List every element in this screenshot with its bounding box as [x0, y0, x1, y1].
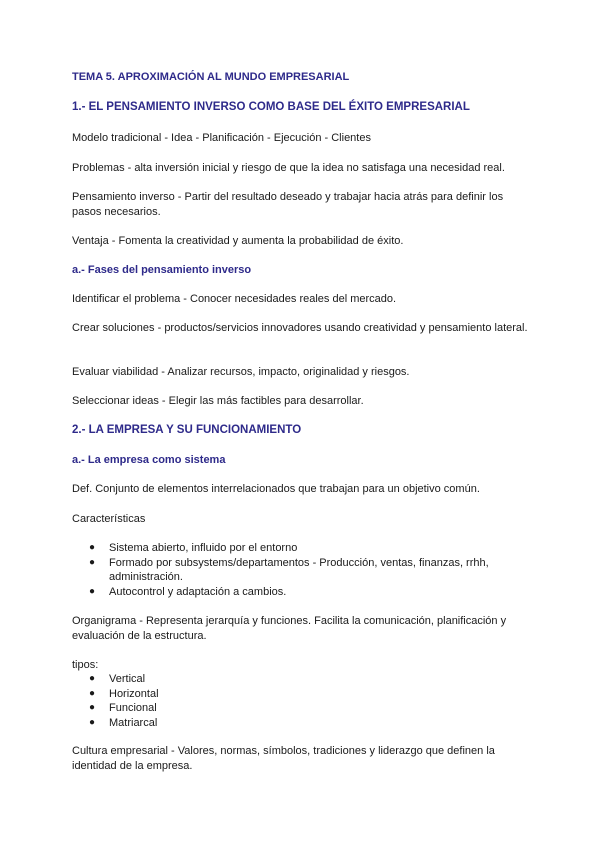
bullet-icon: ● — [89, 687, 96, 699]
tipos-list — [72, 672, 532, 730]
list-item: ● Autocontrol y adaptación a cambios. — [89, 585, 287, 598]
paragraph-definicion: Def. Conjunto de elementos interrelacionados que trabajan para un objetivo común. — [72, 483, 480, 495]
paragraph-cultura: Cultura empresarial - Valores, normas, símbolos, tradiciones y liderazgo que definen la identidad de la empresa. — [72, 745, 495, 772]
bullet-icon: ● — [89, 556, 96, 568]
caracteristicas-list — [72, 541, 532, 599]
paragraph-organigrama: Organigrama - Representa jerarquía y funciones. Facilita la comunicación, planificación y evaluación de la estructura. — [72, 615, 507, 642]
list-item: ● Funcional — [89, 702, 157, 714]
fase-crear: Crear soluciones - productos/servicios innovadores usando creatividad y pensamiento lateral. — [72, 322, 528, 334]
bullet-icon: ● — [89, 673, 96, 684]
list-item: ● Vertical — [89, 673, 146, 685]
section-2-heading: 2.- LA EMPRESA Y SU FUNCIONAMIENTO — [72, 424, 302, 436]
subsection-fases-heading: a.- Fases del pensamiento inverso — [72, 264, 252, 276]
paragraph-modelo: Modelo tradicional - Idea - Planificación - Ejecución - Clientes — [72, 132, 371, 144]
bullet-icon: ● — [89, 542, 96, 553]
fase-identificar: Identificar el problema - Conocer necesidades reales del mercado. — [72, 293, 397, 305]
subsection-sistema-heading: a.- La empresa como sistema — [72, 454, 226, 466]
bullet-icon: ● — [89, 702, 96, 713]
list-item: ● Matriarcal — [89, 716, 158, 729]
tipos-label: tipos: — [72, 659, 99, 671]
caracteristicas-label: Características — [72, 513, 146, 525]
paragraph-ventaja: Ventaja - Fomenta la creatividad y aumenta la probabilidad de éxito. — [72, 235, 404, 247]
fase-evaluar: Evaluar viabilidad - Analizar recursos, impacto, originalidad y riesgos. — [72, 366, 410, 378]
list-item: ● Formado por subsystems/departamentos - Producción, ventas, finanzas, rrhh, administración. — [89, 556, 489, 583]
list-item: ● Sistema abierto, influido por el entorno — [89, 542, 298, 554]
bullet-icon: ● — [89, 716, 96, 728]
fase-seleccionar: Seleccionar ideas - Elegir las más factibles para desarrollar. — [72, 395, 364, 407]
paragraph-problemas: Problemas - alta inversión inicial y riesgo de que la idea no satisfaga una necesidad real. — [72, 162, 505, 174]
bullet-icon: ● — [89, 585, 96, 597]
paragraph-pensamiento-inverso: Pensamiento inverso - Partir del resultado deseado y trabajar hacia atrás para definir los pasos necesarios. — [72, 191, 504, 218]
document-title: TEMA 5. APROXIMACIÓN AL MUNDO EMPRESARIAL — [72, 71, 350, 83]
list-item: ● Horizontal — [89, 687, 159, 700]
section-1-heading: 1.- EL PENSAMIENTO INVERSO COMO BASE DEL ÉXITO EMPRESARIAL — [72, 101, 470, 113]
